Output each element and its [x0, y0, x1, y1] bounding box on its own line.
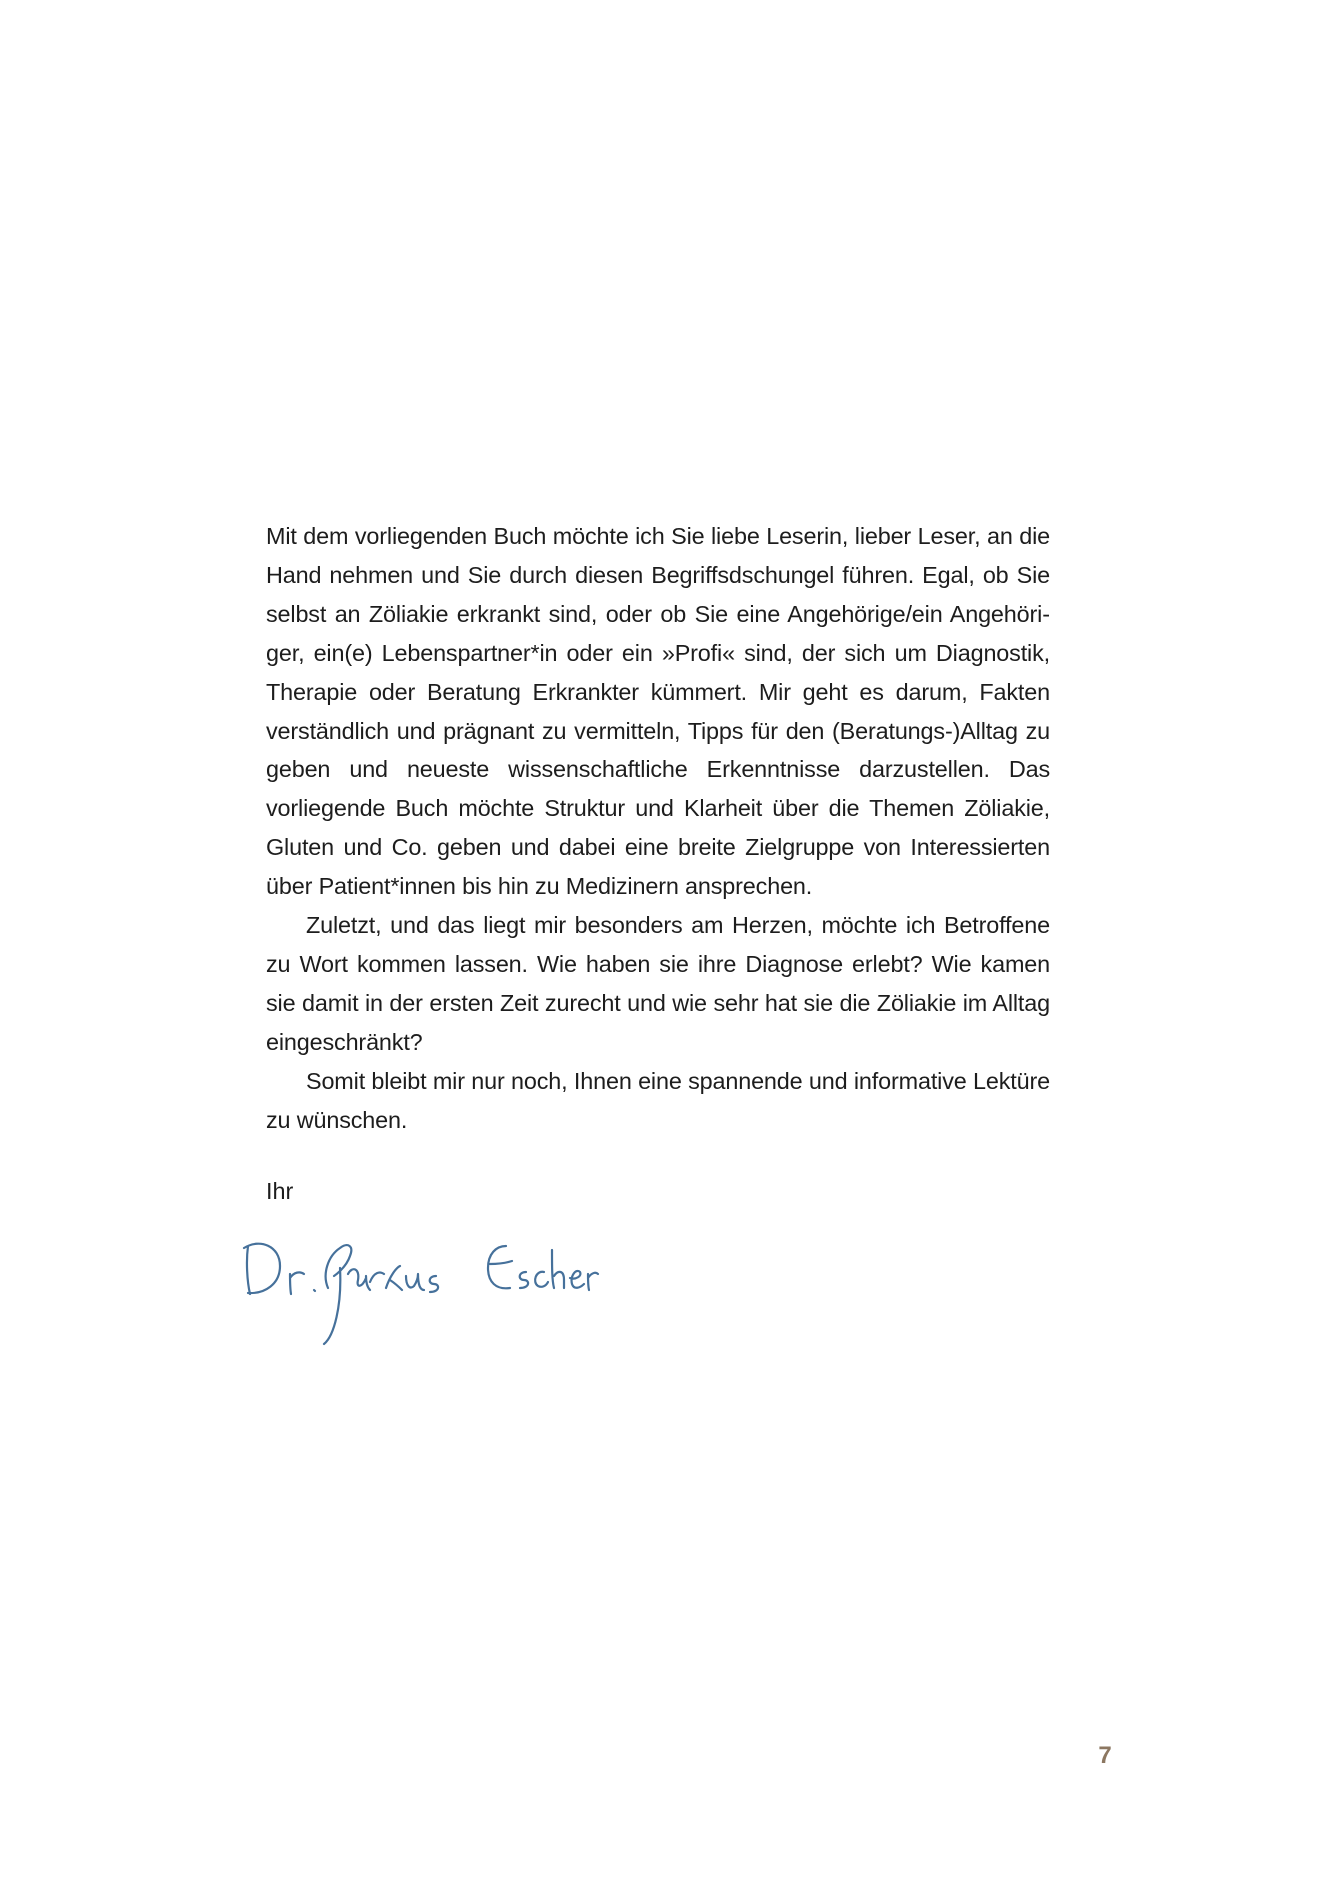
paragraph-3: Somit bleibt mir nur noch, Ihnen eine spannende und informative Lektüre zu wünschen.	[266, 1067, 1050, 1133]
handwritten-signature	[230, 1176, 600, 1356]
salutation: Ihr	[266, 1178, 294, 1204]
paragraph-1: Mit dem vorliegenden Buch möchte ich Sie liebe Leserin, lieber Leser, an die Hand nehmen und Sie durch diesen Begriffsdschungel führen. Egal, ob Sie selbst an Zöliakie erkrankt sind, oder ob Sie eine Angehörige/ein Angehöriger, ein(e) Lebenspartner*in oder ein »Profi« sind, der sich um Diagnostik, Therapie oder Beratung Erkrankter kümmert. Mir geht es darum, Fakten verständlich und prägnant zu vermitteln, Tipps für den (Beratungs-)Alltag zu geben und neueste wissenschaftliche Erkenntnisse darzustellen. Das vorliegende Buch möchte Struktur und Klarheit über die Themen Zöliakie, Gluten und Co. geben und dabei eine breite Zielgruppe von Interessierten über Patient*innen bis hin zu Medizinern ansprechen.	[266, 523, 1050, 900]
page-number: 7	[1098, 1742, 1112, 1769]
foreword-body	[266, 517, 1050, 1140]
paragraph-2: Zuletzt, und das liegt mir besonders am Herzen, möchte ich Betroffene zu Wort kommen lassen. Wie haben sie ihre Diagnose erlebt? Wie kamen sie damit in der ersten Zeit zurecht und wie sehr hat sie die Zöliakie im Alltag eingeschränkt?	[266, 912, 1050, 1055]
